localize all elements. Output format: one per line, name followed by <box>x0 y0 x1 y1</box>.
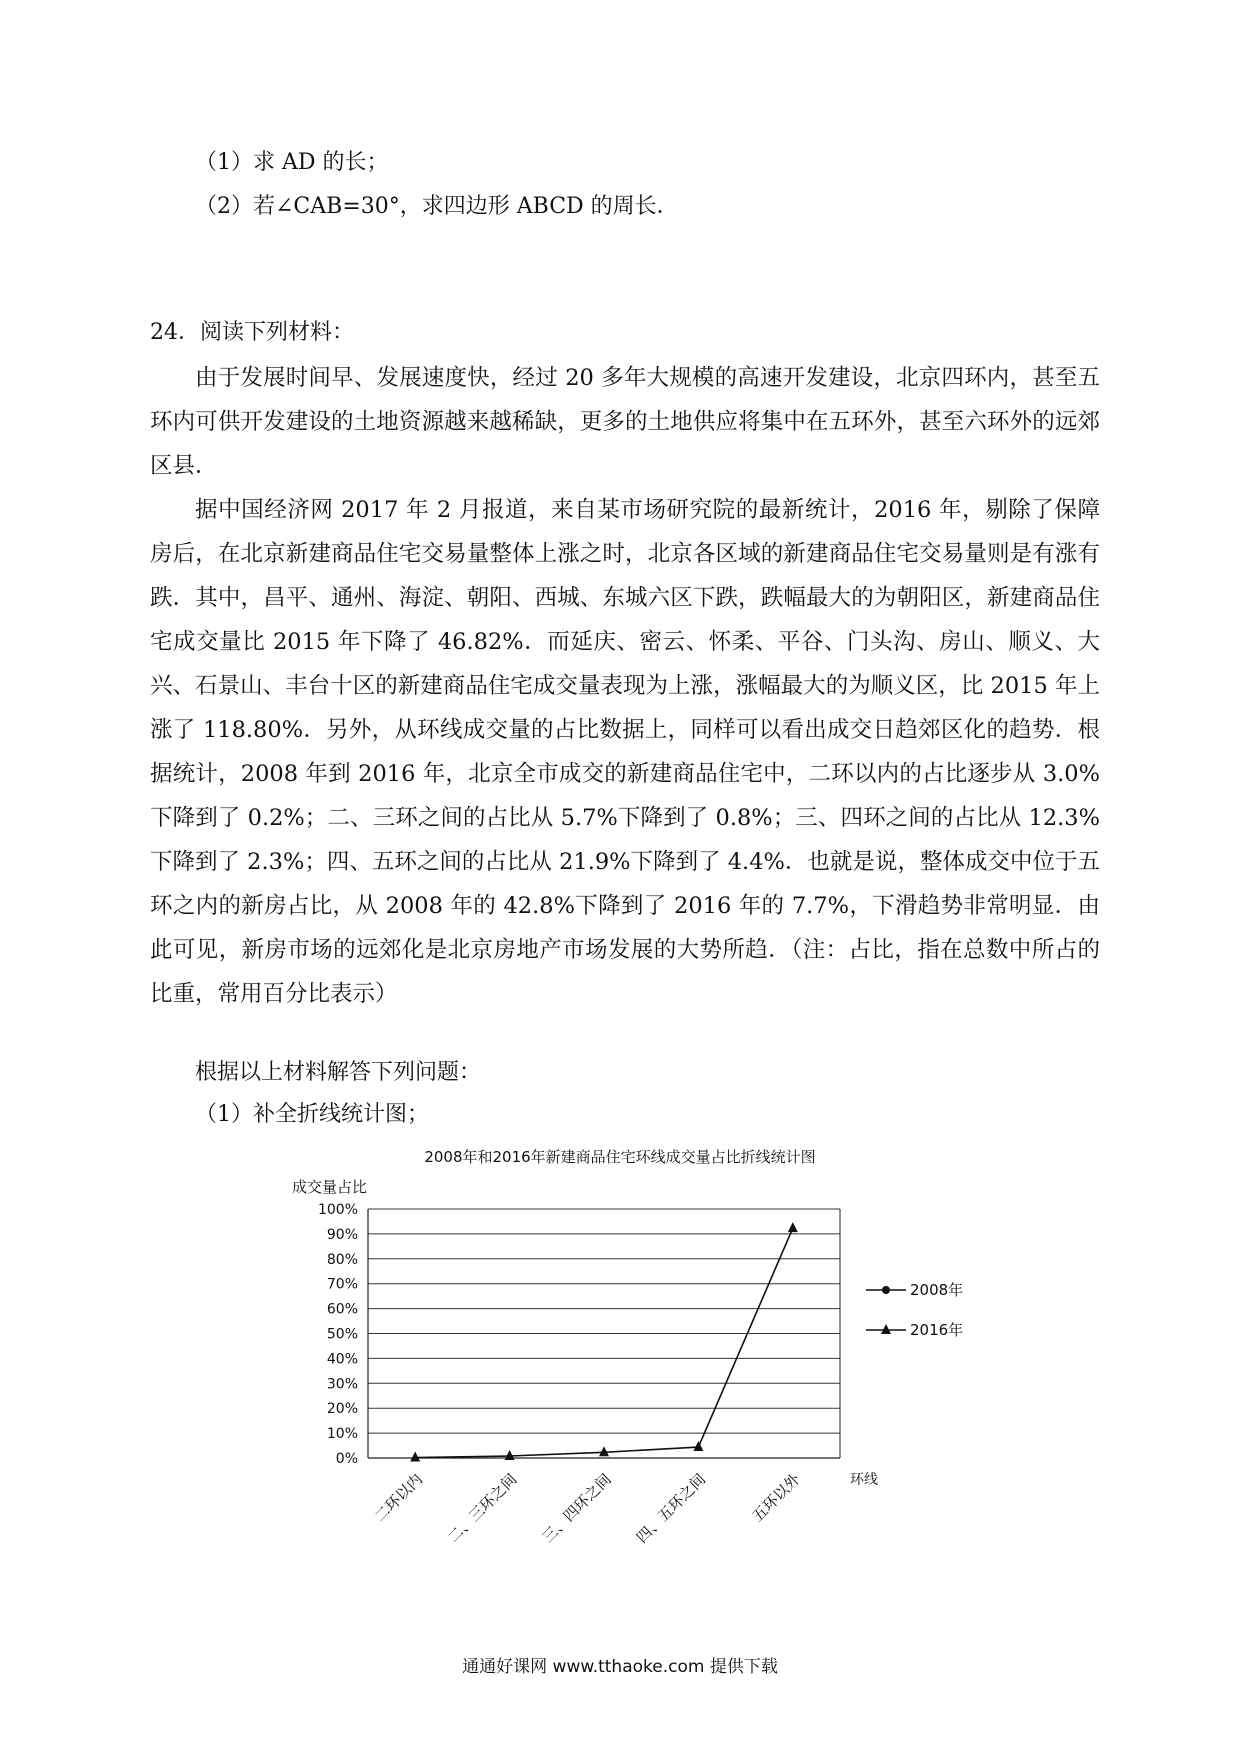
y-tick-label: 50% <box>326 1326 358 1343</box>
x-tick-label: 四、五环之间 <box>632 1470 710 1547</box>
legend-marker <box>882 1286 890 1294</box>
data-point <box>693 1441 703 1451</box>
y-tick-label: 70% <box>326 1276 358 1293</box>
data-point <box>505 1450 515 1460</box>
y-tick-label: 20% <box>326 1401 358 1418</box>
question-23-part2: （2）若∠CAB=30°，求四边形 ABCD 的周长． <box>195 194 679 219</box>
x-axis-label: 环线 <box>850 1472 878 1488</box>
footer-text: 通通好课网 www.tthaoke.com 提供下载 <box>462 1657 778 1677</box>
sub-question-1: （1）补全折线统计图； <box>195 1102 429 1127</box>
data-point <box>788 1222 798 1232</box>
question-24-title: 24．阅读下列材料： <box>150 320 354 345</box>
legend-label: 2008年 <box>910 1281 964 1299</box>
paragraph-2: 据中国经济网 2017 年 2 月报道，来自某市场研究院的最新统计，2016 年，剔除了保障房后，在北京新建商品住宅交易量整体上涨之时，北京各区域的新建商品住宅交易量则是有涨有跌．其中，昌平、通州、海淀、朝阳、西城、东城六区下跌，跌幅最大的为朝阳区，新建商品住宅成交量比 2015 年下降了 46.82%．而延庆、密云、怀柔、平谷、门头沟、房山、顺义、大兴、石景山、丰台十区的新建商品住宅成交量表现为上涨，涨幅最大的为顺义区，比 2015 年上涨了 118.80%．另外，从环线成交量的占比数据上，同样可以看出成交日趋郊区化的趋势．根据统计，2008 年到 2016 年，北京全市成交的新建商品住宅中，二环以内的占比逐步从 3.0%下降到了 0.2%；二、三环之间的占比从 5.7%下降到了 0.8%；三、四环之间的占比从 12.3%下降到了 2.3%；四、五环之间的占比从 21.9%下降到了 4.4%．也就是说，整体成交中位于五环之内的新房占比，从 2008 年的 42.8%下降到了 2016 年的 7.7%，下滑趋势非常明显．由此可见，新房市场的远郊化是北京房地产市场发展的大势所趋．（注：占比，指在总数中所占的比重，常用百分比表示） <box>150 497 1100 1007</box>
legend-label: 2016年 <box>910 1321 964 1339</box>
x-tick-label: 二环以内 <box>370 1470 427 1526</box>
y-tick-label: 90% <box>326 1226 358 1243</box>
x-tick-label: 三、四环之间 <box>538 1470 615 1547</box>
y-tick-label: 60% <box>326 1301 358 1318</box>
question-23-part1: （1）求 AD 的长； <box>195 150 389 175</box>
paragraph-3: 根据以上材料解答下列问题： <box>195 1060 482 1085</box>
y-tick-label: 0% <box>335 1451 358 1467</box>
y-tick-label: 80% <box>326 1251 358 1268</box>
data-point <box>599 1446 609 1456</box>
legend-marker <box>881 1324 891 1334</box>
x-tick-label: 二、三环之间 <box>444 1470 521 1547</box>
y-tick-label: 40% <box>326 1351 358 1368</box>
y-tick-label: 100% <box>317 1202 358 1218</box>
y-tick-label: 30% <box>326 1376 358 1393</box>
x-tick-label: 五环以外 <box>748 1470 804 1526</box>
chart-title: 2008年和2016年新建商品住宅环线成交量占比折线统计图 <box>424 1148 816 1166</box>
paragraph-1: 由于发展时间早、发展速度快，经过 20 多年大规模的高速开发建设，北京四环内，甚至五环内可供开发建设的土地资源越来越稀缺，更多的土地供应将集中在五环外，甚至六环外的远郊区县． <box>150 365 1100 479</box>
y-axis-label: 成交量占比 <box>292 1178 368 1196</box>
data-point <box>410 1452 420 1462</box>
series-line-2016年 <box>415 1228 793 1457</box>
y-tick-label: 10% <box>326 1426 358 1443</box>
